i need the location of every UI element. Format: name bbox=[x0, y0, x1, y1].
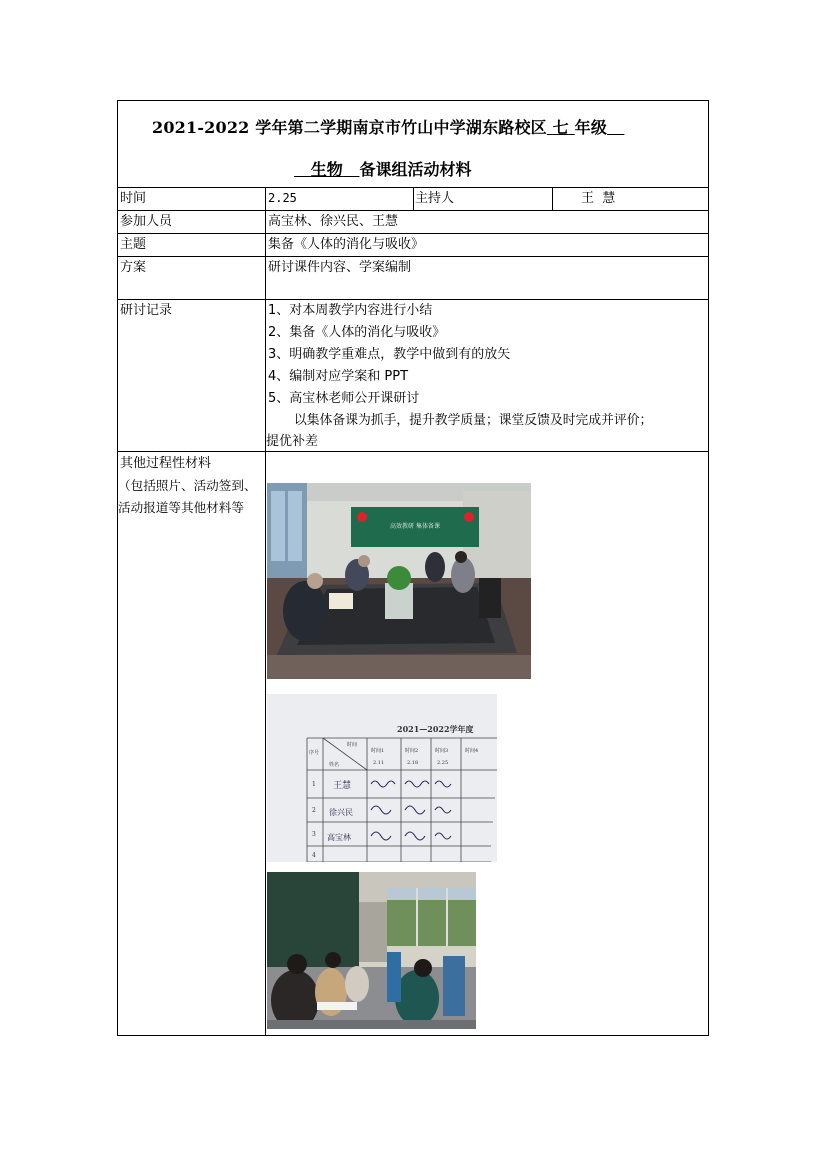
other-materials-label: 其他过程性材料 bbox=[120, 456, 212, 471]
row-divider bbox=[118, 210, 708, 211]
record-item: 3、明确教学重难点，教学中做到有的放矢 bbox=[268, 347, 511, 362]
plan-label: 方案 bbox=[120, 260, 147, 275]
grade-suffix: 年级 bbox=[574, 118, 608, 137]
title-suffix: 备课组活动材料 bbox=[359, 160, 472, 179]
topic-label: 主题 bbox=[120, 237, 147, 252]
sheet-col-t1: 时间1 bbox=[371, 748, 385, 754]
signin-sheet-photo bbox=[267, 694, 497, 862]
column-divider bbox=[552, 187, 553, 210]
sheet-date-1: 2.11 bbox=[373, 760, 385, 766]
classroom-photo-image bbox=[267, 872, 476, 1029]
board-slogan: 高效教研 集体备课 bbox=[390, 523, 440, 530]
sheet-col-no: 序号 bbox=[309, 750, 320, 756]
sheet-row-2: 2 bbox=[312, 807, 316, 814]
sheet-row-1: 1 bbox=[312, 781, 316, 788]
record-summary: 以集体备课为抓手，提升教学质量；课堂反馈及时完成并评价； bbox=[294, 413, 653, 428]
row-divider bbox=[118, 451, 708, 452]
participants-value: 高宝林、徐兴民、王慧 bbox=[268, 214, 399, 229]
plan-value: 研讨课件内容、学案编制 bbox=[268, 260, 412, 275]
record-label: 研讨记录 bbox=[120, 303, 173, 318]
document-title-line2 bbox=[294, 157, 471, 180]
sheet-col-name: 姓名 bbox=[329, 762, 340, 768]
host-label: 主持人 bbox=[415, 191, 455, 206]
activity-record-table bbox=[117, 100, 709, 1036]
signature-2: 徐兴民 bbox=[329, 808, 353, 817]
host-value: 王 慧 bbox=[581, 191, 616, 206]
record-item: 5、高宝林老师公开课研讨 bbox=[268, 391, 420, 406]
other-materials-note: 活动报道等其他材料等 bbox=[118, 500, 244, 515]
record-item: 2、集备《人体的消化与吸收》 bbox=[268, 325, 446, 340]
column-divider bbox=[413, 187, 414, 210]
time-value: 2.25 bbox=[268, 191, 297, 205]
sheet-col-t4: 时间4 bbox=[465, 748, 479, 754]
column-divider bbox=[265, 187, 266, 1035]
sheet-title: 2021—2022学年度 bbox=[397, 724, 474, 734]
meeting-photo bbox=[267, 483, 531, 679]
record-item: 4、编制对应学案和 PPT bbox=[268, 369, 409, 384]
sheet-date-3: 2.25 bbox=[437, 760, 449, 766]
grade-value: 七 bbox=[552, 118, 569, 137]
subject-value: 生物 bbox=[310, 160, 343, 179]
time-label: 时间 bbox=[120, 191, 147, 206]
sheet-row-3: 3 bbox=[312, 831, 316, 838]
classroom-photo bbox=[267, 872, 476, 1029]
title-block bbox=[118, 101, 708, 187]
sheet-date-2: 2.18 bbox=[407, 760, 419, 766]
record-item: 1、对本周教学内容进行小结 bbox=[268, 303, 433, 318]
signature-3: 高宝林 bbox=[327, 833, 351, 842]
sheet-col-t2: 时间2 bbox=[405, 748, 419, 754]
sheet-row-4: 4 bbox=[312, 852, 316, 859]
participants-label: 参加人员 bbox=[120, 214, 173, 229]
topic-value: 集备《人体的消化与吸收》 bbox=[268, 237, 425, 252]
row-divider bbox=[118, 256, 708, 257]
signin-sheet-image bbox=[267, 694, 497, 862]
record-summary-cont: 提优补差 bbox=[266, 434, 319, 449]
signature-1: 王慧 bbox=[333, 781, 352, 791]
other-materials-note: （包括照片、活动签到、 bbox=[118, 478, 257, 493]
title-prefix: 2021-2022 学年第二学期南京市竹山中学湖东路校区 bbox=[152, 118, 547, 137]
sheet-col-time: 时间 bbox=[347, 742, 358, 748]
document-title-line1 bbox=[152, 115, 624, 138]
meeting-photo-image bbox=[267, 483, 531, 679]
sheet-col-t3: 时间3 bbox=[435, 748, 449, 754]
